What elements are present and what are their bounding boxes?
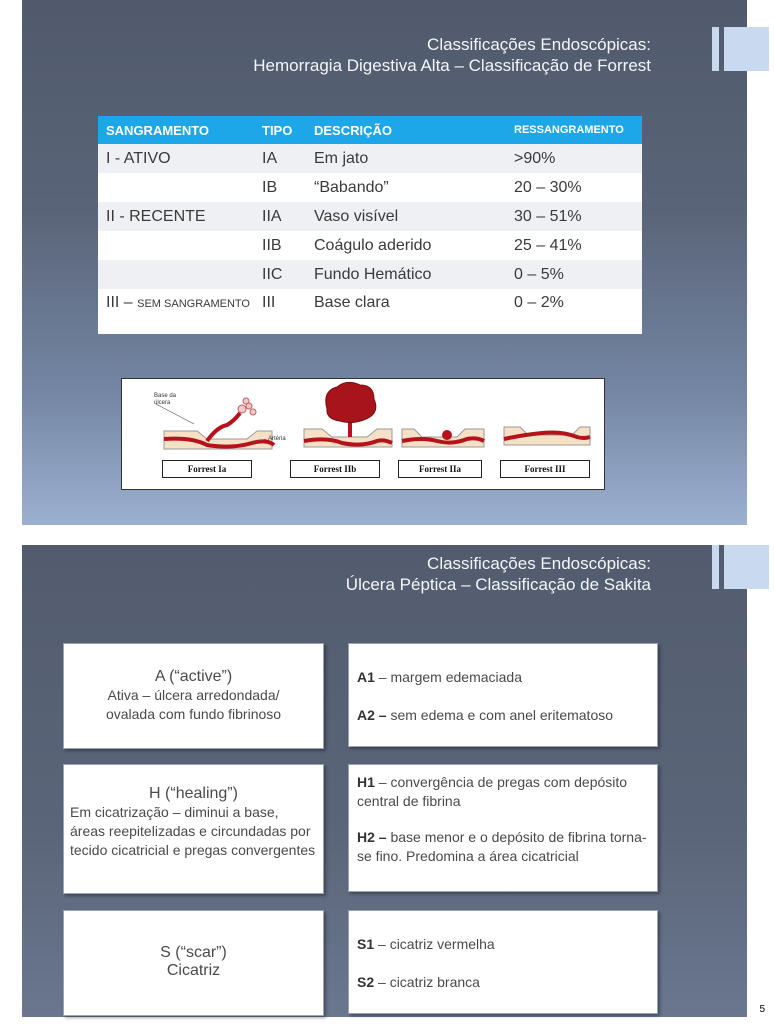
- decorative-bar: [712, 27, 719, 71]
- text-a1: – margem edemaciada: [374, 669, 522, 685]
- sakita-a-box: [63, 643, 324, 749]
- cell-tipo: IIB: [254, 231, 306, 260]
- cell-tipo: IIA: [254, 202, 306, 231]
- sakita-a-title: A (“active”): [154, 668, 233, 685]
- cell-sangramento: I - ATIVO: [98, 144, 254, 173]
- forrest-iib-drawing: [304, 382, 392, 447]
- table-row: [98, 144, 642, 173]
- header-sangramento: SANGRAMENTO: [98, 116, 254, 144]
- code-a1: A1: [357, 669, 375, 685]
- header-tipo: TIPO: [254, 116, 306, 144]
- title-line-1: Classificações Endoscópicas:: [427, 35, 651, 54]
- cell-descricao: Em jato: [306, 144, 506, 173]
- cell-descricao: Fundo Hemático: [306, 260, 506, 289]
- title-line-2: Úlcera Péptica – Classificação de Sakita: [345, 575, 651, 594]
- sakita-s-desc: Cicatriz: [166, 962, 221, 979]
- forrest-table: [98, 116, 642, 334]
- header-descricao: DESCRIÇÃO: [306, 116, 506, 144]
- code-s1: S1: [357, 936, 375, 952]
- slide-title: [253, 34, 651, 76]
- cell-tipo: III: [254, 289, 306, 334]
- table-header-row: [98, 116, 642, 144]
- cell-tipo: IIC: [254, 260, 306, 289]
- cell-sangramento-small: SEM SANGRAMENTO: [137, 298, 250, 310]
- table-row: [98, 289, 642, 334]
- slide-title: [346, 553, 651, 595]
- cell-descricao: Base clara: [306, 289, 506, 334]
- text-h2: base menor e o depósito de fibrina torna-se fino. Predomina a área cicatricial: [357, 829, 647, 864]
- title-line-1: Classificações Endoscópicas:: [427, 554, 651, 573]
- sakita-h-subtypes: [348, 764, 658, 892]
- sakita-h-title: H (“healing”): [149, 785, 238, 802]
- sakita-s-subtypes: [348, 910, 658, 1014]
- decorative-bar: [712, 545, 719, 589]
- sakita-h-box: [63, 764, 324, 894]
- sakita-h-desc: Em cicatrização – diminui a base, áreas reepitelizadas e circundadas por tecido cicatricial e pregas convergentes: [70, 804, 316, 858]
- text-a2: sem edema e com anel eritematoso: [386, 707, 614, 723]
- page-number: 5: [759, 1004, 765, 1015]
- label-forrest-iib: Forrest IIb: [290, 460, 380, 478]
- forrest-iia-drawing: [402, 429, 484, 447]
- text-h1: – convergência de pregas com depósito central de fibrina: [357, 774, 628, 809]
- cell-descricao: Coágulo aderido: [306, 231, 506, 260]
- cell-descricao: Vaso visível: [306, 202, 506, 231]
- cell-ressangramento: 30 – 51%: [506, 202, 642, 231]
- table-row: [98, 260, 642, 289]
- sakita-s1: [357, 935, 649, 954]
- cell-ressangramento: >90%: [506, 144, 642, 173]
- text-s2: – cicatriz branca: [374, 974, 480, 990]
- sakita-a-subtypes: [348, 643, 658, 747]
- label-base-ulcera: Base da úlcera: [154, 393, 177, 406]
- table-row: [98, 202, 642, 231]
- code-a2: A2 –: [357, 707, 387, 723]
- code-h2: H2 –: [357, 829, 387, 845]
- cell-ressangramento: 0 – 2%: [506, 289, 642, 334]
- sakita-a-desc: Ativa – úlcera arredondada/ ovalada com fundo fibrinoso: [105, 687, 282, 722]
- cell-tipo: IA: [254, 144, 306, 173]
- sakita-s-box: [63, 910, 324, 1016]
- code-h1: H1: [357, 774, 375, 790]
- label-forrest-iia: Forrest IIa: [398, 460, 482, 478]
- cell-sangramento: [98, 289, 254, 334]
- sakita-a2: [357, 706, 649, 725]
- label-forrest-iii: Forrest III: [500, 460, 590, 478]
- forrest-iii-drawing: [504, 427, 590, 445]
- label-forrest-ia: Forrest Ia: [162, 460, 252, 478]
- table-row: [98, 231, 642, 260]
- code-s2: S2: [357, 974, 375, 990]
- sakita-s2: [357, 973, 649, 992]
- cell-tipo: IB: [254, 173, 306, 202]
- sakita-h1: [357, 773, 649, 811]
- forrest-illustration: [121, 378, 605, 490]
- label-arteria: Artéria: [268, 436, 286, 442]
- sakita-a1: [357, 668, 649, 687]
- cell-ressangramento: 0 – 5%: [506, 260, 642, 289]
- cell-sangramento: [98, 173, 254, 202]
- sakita-h2: [357, 828, 649, 866]
- header-ressangramento: RESSANGRAMENTO: [506, 116, 642, 144]
- decorative-block: [724, 27, 769, 71]
- cell-ressangramento: 20 – 30%: [506, 173, 642, 202]
- cell-sangramento: II - RECENTE: [98, 202, 254, 231]
- cell-sangramento: [98, 260, 254, 289]
- table-row: [98, 173, 642, 202]
- cell-sangramento: [98, 231, 254, 260]
- cell-descricao: “Babando”: [306, 173, 506, 202]
- cell-sangramento-main: III –: [106, 294, 138, 311]
- decorative-block: [724, 545, 769, 589]
- text-s1: – cicatriz vermelha: [374, 936, 495, 952]
- title-line-2: Hemorragia Digestiva Alta – Classificação de Forrest: [253, 56, 651, 75]
- cell-ressangramento: 25 – 41%: [506, 231, 642, 260]
- sakita-s-title: S (“scar”): [160, 944, 227, 961]
